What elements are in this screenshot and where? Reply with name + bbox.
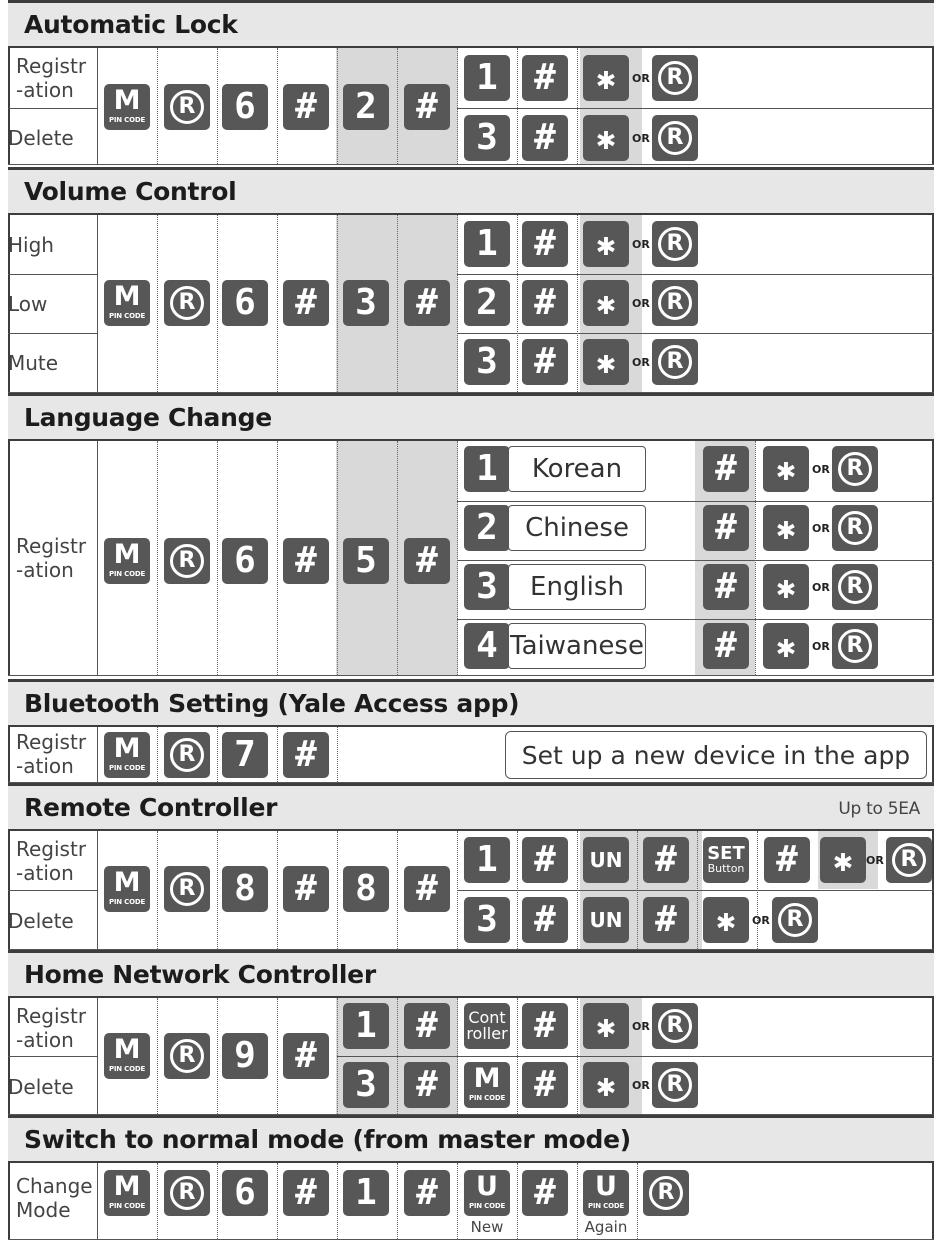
- or-label: OR: [632, 132, 650, 145]
- or-label: OR: [632, 1079, 650, 1092]
- digit-key-3: 3: [343, 1062, 389, 1108]
- r-circle-icon: R: [170, 544, 204, 578]
- hash-key: #: [764, 837, 810, 883]
- r-register-key: [832, 564, 878, 610]
- key-letter: M: [113, 1171, 141, 1202]
- dotted-divider: [277, 831, 278, 949]
- dotted-divider: [157, 831, 158, 949]
- key-sub: PIN CODE: [108, 764, 146, 772]
- r-register-key: [164, 538, 210, 584]
- language-change-header: [8, 393, 934, 441]
- star-key: ✱: [583, 221, 629, 267]
- row-label-text: Mute: [8, 351, 59, 375]
- row-divider: [8, 890, 98, 891]
- row-label-text: Registr -ation: [16, 534, 87, 582]
- r-register-key: [652, 115, 698, 161]
- dotted-divider: [217, 215, 218, 392]
- row-label-text: Registr -ation: [16, 837, 87, 885]
- r-circle-icon: R: [170, 1039, 204, 1073]
- section-title: Automatic Lock: [24, 10, 238, 39]
- row-divider: [8, 1056, 98, 1057]
- key-letter: U: [476, 1171, 498, 1202]
- r-register-key: [652, 280, 698, 326]
- dotted-divider: [697, 831, 698, 949]
- dotted-divider: [337, 998, 338, 1114]
- dotted-divider: [397, 215, 398, 392]
- hash-key: #: [283, 1033, 329, 1079]
- star-key: ✱: [583, 280, 629, 326]
- r-register-key: [643, 1170, 689, 1216]
- r-register-key: [652, 55, 698, 101]
- key-letter: M: [473, 1063, 501, 1094]
- key-sub: PIN CODE: [108, 1202, 146, 1210]
- hash-key: #: [404, 1062, 450, 1108]
- section-title: Switch to normal mode (from master mode): [24, 1125, 631, 1154]
- hash-key: #: [703, 505, 749, 551]
- dotted-divider: [277, 48, 278, 164]
- dotted-divider: [217, 831, 218, 949]
- key-sub: PIN CODE: [108, 898, 146, 906]
- key-sub: PIN CODE: [108, 312, 146, 320]
- column-divider: [97, 1163, 98, 1239]
- dotted-divider: [217, 727, 218, 782]
- hash-key: #: [283, 84, 329, 130]
- r-circle-icon: R: [170, 738, 204, 772]
- row-label: [8, 441, 97, 675]
- hash-key: #: [522, 55, 568, 101]
- hash-key: #: [522, 1170, 568, 1216]
- hash-key: #: [703, 564, 749, 610]
- key-letter: M: [113, 733, 141, 764]
- dotted-divider: [397, 998, 398, 1114]
- or-label: OR: [632, 238, 650, 251]
- star-key: ✱: [763, 446, 809, 492]
- row-divider: [457, 108, 934, 109]
- row-label-text: Low: [8, 292, 48, 316]
- hash-key: #: [643, 897, 689, 943]
- dotted-divider: [157, 998, 158, 1114]
- m-pin-code-key: [104, 732, 150, 778]
- dotted-divider: [577, 998, 578, 1114]
- m-pin-code-key: [104, 84, 150, 130]
- hash-key: #: [283, 1170, 329, 1216]
- r-register-key: [164, 866, 210, 912]
- key-letter: M: [113, 867, 141, 898]
- row-label: [8, 835, 97, 887]
- or-label: OR: [866, 854, 884, 867]
- key-sub: PIN CODE: [468, 1094, 506, 1102]
- r-circle-icon: R: [838, 570, 872, 604]
- key-line: roller: [466, 1024, 508, 1043]
- row-divider: [457, 619, 934, 620]
- dotted-divider: [757, 831, 758, 949]
- r-circle-icon: R: [170, 1176, 204, 1210]
- r-circle-icon: R: [838, 452, 872, 486]
- capacity-note: Up to 5EA: [838, 799, 920, 819]
- digit-key-6: 6: [222, 280, 268, 326]
- key-letter: M: [113, 1034, 141, 1065]
- star-key: ✱: [583, 115, 629, 161]
- hash-key: #: [404, 1003, 450, 1049]
- m-pin-code-key: [104, 280, 150, 326]
- row-label: [8, 895, 97, 947]
- dotted-divider: [277, 215, 278, 392]
- row-label-text: Registr -ation: [16, 1004, 87, 1052]
- or-label: OR: [812, 581, 830, 594]
- key-sub: Button: [707, 862, 745, 875]
- section-title: Volume Control: [24, 177, 237, 206]
- row-label: [8, 278, 97, 330]
- row-divider: [8, 274, 98, 275]
- digit-key-3: 3: [464, 339, 510, 385]
- row-divider: [8, 333, 98, 334]
- row-label: [8, 1002, 97, 1054]
- key-letter: M: [113, 281, 141, 312]
- dotted-divider: [337, 441, 338, 675]
- dotted-divider: [637, 1163, 638, 1239]
- star-key: ✱: [583, 1003, 629, 1049]
- digit-key-8: 8: [222, 866, 268, 912]
- dotted-divider: [577, 215, 578, 392]
- dotted-divider: [337, 831, 338, 949]
- un-key: UN: [583, 837, 629, 883]
- m-pin-code-key: [104, 538, 150, 584]
- m-pin-code-key: [104, 1170, 150, 1216]
- star-key: ✱: [583, 55, 629, 101]
- or-label: OR: [632, 72, 650, 85]
- digit-key-1: 1: [464, 55, 510, 101]
- digit-key-3: 3: [464, 897, 510, 943]
- row-label-text: High: [8, 233, 54, 257]
- row-label: [8, 219, 97, 271]
- r-circle-icon: R: [658, 61, 692, 95]
- r-circle-icon: R: [838, 629, 872, 663]
- r-register-key: [164, 1033, 210, 1079]
- r-circle-icon: R: [658, 1009, 692, 1043]
- hash-key: #: [522, 1062, 568, 1108]
- or-label: OR: [632, 1020, 650, 1033]
- key-sub: PIN CODE: [108, 570, 146, 578]
- hash-key: #: [522, 115, 568, 161]
- key-letter: M: [113, 539, 141, 570]
- volume-control-header: [8, 167, 934, 215]
- r-register-key: [164, 1170, 210, 1216]
- dotted-divider: [457, 998, 458, 1114]
- home-network-header: [8, 950, 934, 998]
- digit-key-7: 7: [222, 732, 268, 778]
- dotted-divider: [517, 215, 518, 392]
- row-label-text: Registr -ation: [16, 54, 87, 102]
- row-divider: [8, 164, 934, 165]
- r-register-key: [832, 446, 878, 492]
- language-name-2: English: [508, 564, 646, 610]
- dotted-divider: [397, 441, 398, 675]
- hash-key: #: [522, 837, 568, 883]
- row-divider: [8, 675, 934, 676]
- auto-lock-header: [8, 0, 934, 48]
- row-divider: [457, 560, 934, 561]
- star-key: ✱: [583, 339, 629, 385]
- digit-key-1: 1: [464, 837, 510, 883]
- column-divider: [97, 215, 98, 392]
- dotted-divider: [457, 215, 458, 392]
- r-register-key: [164, 732, 210, 778]
- language-name-3: Taiwanese: [508, 623, 646, 669]
- language-name-1: Chinese: [508, 505, 646, 551]
- or-label: OR: [752, 914, 770, 927]
- row-divider: [457, 274, 934, 275]
- key-line: Cont: [468, 1008, 506, 1027]
- digit-key-6: 6: [222, 538, 268, 584]
- star-key: ✱: [763, 564, 809, 610]
- row-divider: [457, 890, 934, 891]
- section-title: Remote Controller: [24, 793, 278, 822]
- dotted-divider: [577, 48, 578, 164]
- hash-key: #: [703, 623, 749, 669]
- controller-key: [464, 1003, 510, 1049]
- dotted-divider: [577, 831, 578, 949]
- row-label: [8, 337, 97, 389]
- star-key: ✱: [703, 897, 749, 943]
- normal-mode-header: [8, 1115, 934, 1163]
- hash-key: #: [283, 538, 329, 584]
- row-divider: [8, 108, 98, 109]
- hash-key: #: [404, 538, 450, 584]
- r-circle-icon: R: [170, 90, 204, 124]
- hash-key: #: [703, 446, 749, 492]
- r-circle-icon: R: [838, 511, 872, 545]
- m-pin-code-key: [104, 866, 150, 912]
- column-divider: [97, 831, 98, 949]
- row-label-text: Delete: [8, 1075, 74, 1099]
- dotted-divider: [397, 48, 398, 164]
- key-letter: M: [113, 85, 141, 116]
- dotted-divider: [517, 1163, 518, 1239]
- dotted-divider: [397, 831, 398, 949]
- m-pin-code-key: [104, 1033, 150, 1079]
- r-register-key: [652, 221, 698, 267]
- hash-key: #: [404, 84, 450, 130]
- dotted-divider: [397, 1163, 398, 1239]
- or-label: OR: [632, 297, 650, 310]
- dotted-divider: [457, 441, 458, 675]
- or-label: OR: [812, 640, 830, 653]
- row-divider: [337, 1056, 934, 1057]
- hash-key: #: [404, 866, 450, 912]
- hash-key: #: [522, 280, 568, 326]
- digit-key-6: 6: [222, 1170, 268, 1216]
- dotted-divider: [217, 441, 218, 675]
- language-name-0: Korean: [508, 446, 646, 492]
- app-instruction-box: Set up a new device in the app: [505, 731, 927, 779]
- dotted-divider: [517, 998, 518, 1114]
- row-label: [8, 1168, 97, 1228]
- key-sub: PIN CODE: [108, 1065, 146, 1073]
- dotted-divider: [217, 998, 218, 1114]
- key-letter: SET: [707, 843, 745, 864]
- digit-key-3: 3: [343, 280, 389, 326]
- r-circle-icon: R: [649, 1176, 683, 1210]
- hash-key: #: [643, 837, 689, 883]
- dotted-divider: [157, 727, 158, 782]
- hash-key: #: [283, 866, 329, 912]
- dotted-divider: [637, 831, 638, 949]
- column-divider: [97, 727, 98, 782]
- digit-key-3: 3: [464, 115, 510, 161]
- hash-key: #: [522, 897, 568, 943]
- row-divider: [8, 1239, 934, 1240]
- column-divider: [97, 998, 98, 1114]
- row-divider: [457, 333, 934, 334]
- row-label: [8, 52, 97, 104]
- r-register-key: [772, 897, 818, 943]
- dotted-divider: [755, 441, 756, 675]
- r-circle-icon: R: [658, 227, 692, 261]
- dotted-divider: [277, 441, 278, 675]
- r-register-key: [164, 280, 210, 326]
- hash-key: #: [283, 732, 329, 778]
- dotted-divider: [517, 48, 518, 164]
- bluetooth-header: [8, 679, 934, 727]
- dotted-divider: [337, 215, 338, 392]
- r-circle-icon: R: [658, 121, 692, 155]
- r-circle-icon: R: [170, 286, 204, 320]
- dotted-divider: [157, 215, 158, 392]
- r-circle-icon: R: [170, 872, 204, 906]
- digit-key-2: 2: [343, 84, 389, 130]
- r-register-key: [652, 1062, 698, 1108]
- digit-key-2: 2: [464, 280, 510, 326]
- dotted-divider: [277, 998, 278, 1114]
- digit-key-9: 9: [222, 1033, 268, 1079]
- star-key: ✱: [820, 837, 866, 883]
- r-register-key: [832, 623, 878, 669]
- caption-new: New: [470, 1218, 504, 1236]
- dotted-divider: [337, 727, 338, 782]
- r-register-key: [164, 84, 210, 130]
- r-circle-icon: R: [892, 843, 926, 877]
- hash-key: #: [404, 1170, 450, 1216]
- hash-key: #: [522, 221, 568, 267]
- column-divider: [97, 441, 98, 675]
- dotted-divider: [277, 727, 278, 782]
- or-label: OR: [812, 522, 830, 535]
- key-letter: U: [595, 1171, 617, 1202]
- hash-key: #: [522, 1003, 568, 1049]
- digit-key-1: 1: [464, 221, 510, 267]
- row-divider: [457, 501, 934, 502]
- dotted-divider: [157, 48, 158, 164]
- dotted-divider: [157, 1163, 158, 1239]
- star-key: ✱: [763, 623, 809, 669]
- dotted-divider: [277, 1163, 278, 1239]
- row-label: [8, 728, 97, 780]
- dotted-divider: [337, 48, 338, 164]
- digit-key-3: 3: [464, 564, 510, 610]
- row-label-text: Delete: [8, 909, 74, 933]
- key-sub: PIN CODE: [468, 1202, 506, 1210]
- digit-key-6: 6: [222, 84, 268, 130]
- row-label-text: Delete: [8, 126, 74, 150]
- row-label-text: Registr -ation: [16, 730, 87, 778]
- star-key: ✱: [583, 1062, 629, 1108]
- digit-key-1: 1: [343, 1170, 389, 1216]
- u-pin-code-key: [464, 1170, 510, 1216]
- row-label: [8, 112, 97, 164]
- dotted-divider: [217, 48, 218, 164]
- r-register-key: [652, 1003, 698, 1049]
- hash-key: #: [522, 339, 568, 385]
- r-circle-icon: R: [658, 345, 692, 379]
- m-pin-code-key: [464, 1062, 510, 1108]
- dotted-divider: [337, 1163, 338, 1239]
- key-sub: PIN CODE: [108, 116, 146, 124]
- digit-key-1: 1: [343, 1003, 389, 1049]
- r-register-key: [652, 339, 698, 385]
- u-pin-code-key: [583, 1170, 629, 1216]
- hash-key: #: [283, 280, 329, 326]
- or-label: OR: [812, 463, 830, 476]
- dotted-divider: [457, 48, 458, 164]
- r-circle-icon: R: [778, 903, 812, 937]
- section-title: Home Network Controller: [24, 960, 376, 989]
- digit-key-5: 5: [343, 538, 389, 584]
- r-register-key: [832, 505, 878, 551]
- dotted-divider: [517, 831, 518, 949]
- column-divider: [97, 48, 98, 164]
- digit-key-1: 1: [464, 446, 510, 492]
- row-label: [8, 1061, 97, 1113]
- digit-key-2: 2: [464, 505, 510, 551]
- dotted-divider: [217, 1163, 218, 1239]
- digit-key-8: 8: [343, 866, 389, 912]
- digit-key-4: 4: [464, 623, 510, 669]
- dotted-divider: [157, 441, 158, 675]
- hash-key: #: [404, 280, 450, 326]
- r-circle-icon: R: [658, 1068, 692, 1102]
- r-circle-icon: R: [658, 286, 692, 320]
- row-label-text: Change Mode: [16, 1174, 93, 1222]
- star-key: ✱: [763, 505, 809, 551]
- dotted-divider: [457, 831, 458, 949]
- or-label: OR: [632, 356, 650, 369]
- section-title: Language Change: [24, 403, 272, 432]
- caption-again: Again: [584, 1218, 628, 1236]
- key-sub: PIN CODE: [587, 1202, 625, 1210]
- remote-controller-header: [8, 783, 934, 831]
- section-title: Bluetooth Setting (Yale Access app): [24, 689, 520, 718]
- r-register-key: [886, 837, 932, 883]
- set-button-key: [703, 837, 749, 883]
- un-key: UN: [583, 897, 629, 943]
